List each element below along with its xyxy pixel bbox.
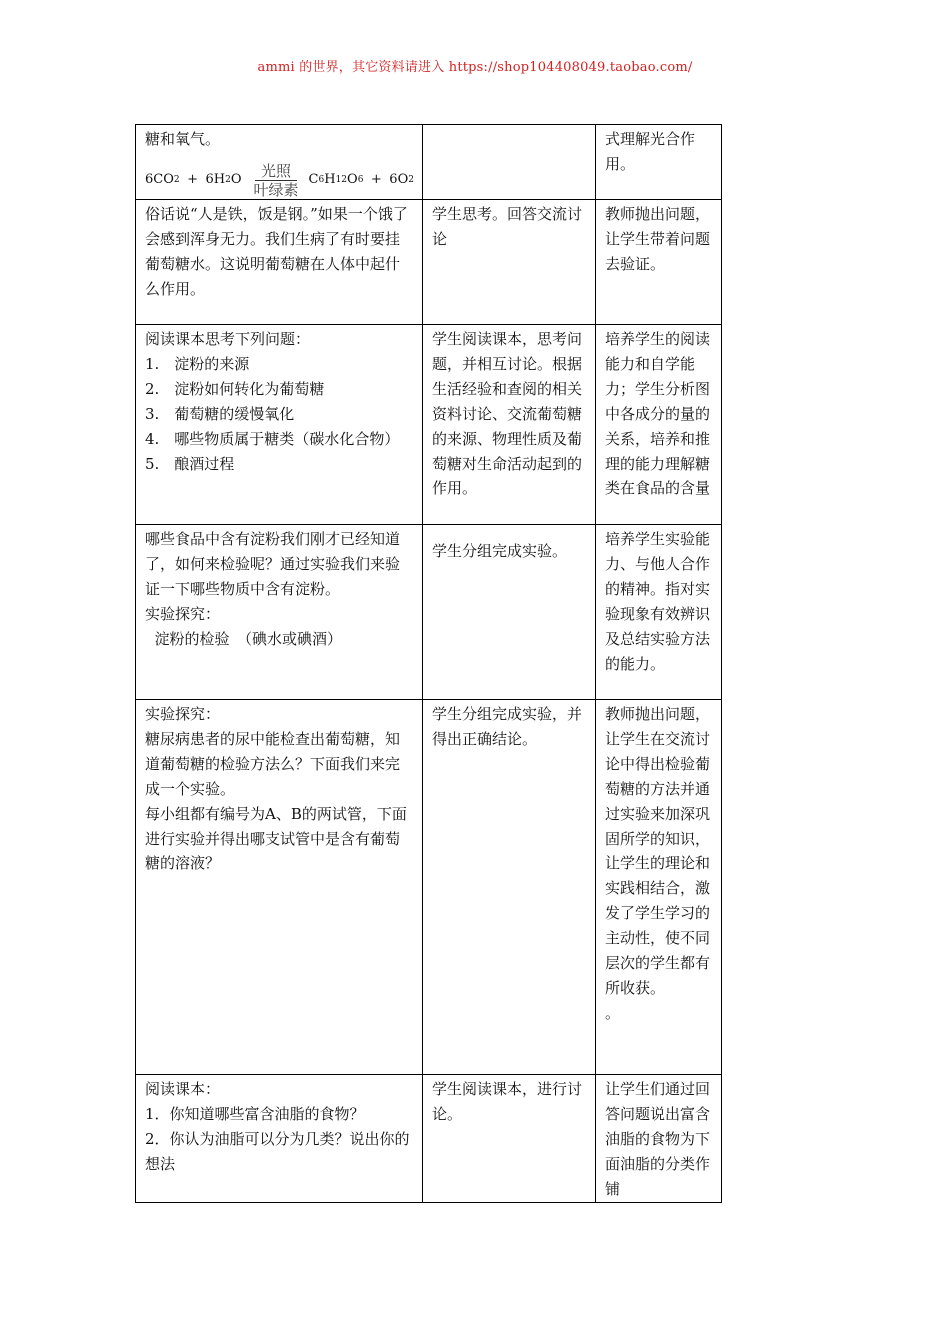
plus-sign: +	[187, 171, 199, 187]
list-item: 5. 酿酒过程	[145, 454, 235, 473]
condition-light: 光照	[255, 162, 297, 181]
text-line: 实验探究：	[145, 604, 221, 623]
condition-chlorophyll: 叶绿素	[253, 180, 299, 199]
photosynthesis-equation	[145, 162, 414, 199]
text-line: 俗话说“人是铁，饭是钢。”如果一个饿了会感到浑身无力。我们生病了有时要挂葡萄糖水。这说明葡萄糖在人体中起什么作用。	[145, 205, 408, 298]
teacher-activity-cell	[136, 525, 423, 700]
teacher-activity-cell	[136, 325, 423, 525]
table-row	[136, 700, 722, 1075]
text-line: 。	[605, 1003, 621, 1022]
text-line: 2．你认为油脂可以分为几类？说出你的想法	[145, 1129, 410, 1173]
table-row	[136, 1075, 722, 1203]
subscript: 6	[357, 174, 364, 185]
subscript: 6	[318, 174, 325, 185]
student-activity-cell: 学生分组完成实验，并得出正确结论。	[423, 700, 596, 1075]
design-intent-cell: 培养学生的阅读能力和自学能力；学生分析图中各成分的量的关系，培养和推理的能力理解糖类在食品的含量	[596, 325, 722, 525]
text-line: 教师抛出问题，让学生在交流讨论中得出检验葡萄糖的方法并通过实验来加深巩固所学的知识，让学生的理论和实践相结合，激发了学生学习的主动性，使不同层次的学生都有所收获。	[605, 705, 711, 997]
student-activity-cell	[423, 125, 596, 200]
subscript: 2	[408, 174, 414, 185]
teacher-activity-cell	[136, 200, 423, 325]
text-line: 每小组都有编号为A、B的两试管，下面进行实验并得出哪支试管中是含有葡萄糖的溶液？	[145, 804, 407, 873]
list-item: 3. 葡萄糖的缓慢氧化	[145, 404, 295, 423]
teacher-activity-cell	[136, 1075, 423, 1203]
subscript: 2	[173, 174, 180, 185]
student-activity-cell: 学生阅读课本，进行讨论。	[423, 1075, 596, 1203]
reaction-condition	[254, 162, 299, 199]
product-glucose: C	[308, 171, 319, 187]
student-activity-cell	[423, 525, 596, 700]
list-item: 4. 哪些物质属于糖类（碳水化合物）	[145, 429, 400, 448]
text-line: 哪些食品中含有淀粉我们刚才已经知道了，如何来检验呢？通过实验我们来验证一下哪些物质中含有淀粉。	[145, 530, 401, 598]
plus-sign: +	[370, 171, 382, 187]
design-intent-cell: 教师抛出问题，让学生带着问题去验证。	[596, 200, 722, 325]
table-row	[136, 325, 722, 525]
list-item: 2. 淀粉如何转化为葡萄糖	[145, 379, 325, 398]
watermark-header: ammi 的世界，其它资料请进入 https://shop104408049.taobao.com/	[257, 60, 693, 75]
table-row	[136, 125, 722, 200]
teacher-activity-cell	[136, 125, 423, 200]
text-line: 阅读课本思考下列问题：	[145, 330, 311, 348]
product-glucose: H	[324, 171, 336, 187]
text-line: 学生分组完成实验。	[432, 542, 568, 560]
table-row	[136, 525, 722, 700]
table-row	[136, 200, 722, 325]
design-intent-cell: 培养学生实验能力、与他人合作的精神。指对实验现象有效辨识及总结实验方法的能力。	[596, 525, 722, 700]
reactant-h2o-tail: O	[230, 171, 242, 187]
reactant-h2o: 6H	[205, 171, 226, 187]
text-line: 实验探究：	[145, 705, 221, 723]
student-activity-cell: 学生思考。回答交流讨论	[423, 200, 596, 325]
design-intent-cell	[596, 700, 722, 1075]
text-line: 阅读课本：	[145, 1080, 221, 1098]
teacher-activity-cell	[136, 700, 423, 1075]
text-line: 糖尿病患者的尿中能检查出葡萄糖，知道葡萄糖的检验方法么？下面我们来完成一个实验。	[145, 729, 401, 798]
reactant-co2: 6CO	[145, 171, 174, 187]
text-line: 糖和氧气。	[145, 130, 221, 148]
design-intent-cell: 式理解光合作用。	[596, 125, 722, 200]
product-o2: 6O	[389, 171, 409, 187]
text-line: 淀粉的检验 （碘水或碘酒）	[145, 629, 343, 648]
product-glucose: O	[347, 171, 358, 187]
subscript: 2	[225, 174, 231, 185]
text-line: 1．你知道哪些富含油脂的食物？	[145, 1104, 365, 1123]
lesson-plan-table	[135, 124, 722, 1203]
student-activity-cell: 学生阅读课本，思考问题，并相互讨论。根据生活经验和查阅的相关资料讨论、交流葡萄糖的来源、物理性质及葡萄糖对生命活动起到的作用。	[423, 325, 596, 525]
design-intent-cell: 让学生们通过回答问题说出富含油脂的食物为下面油脂的分类作铺	[596, 1075, 722, 1203]
subscript: 12	[335, 174, 348, 185]
list-item: 1. 淀粉的来源	[145, 354, 250, 373]
